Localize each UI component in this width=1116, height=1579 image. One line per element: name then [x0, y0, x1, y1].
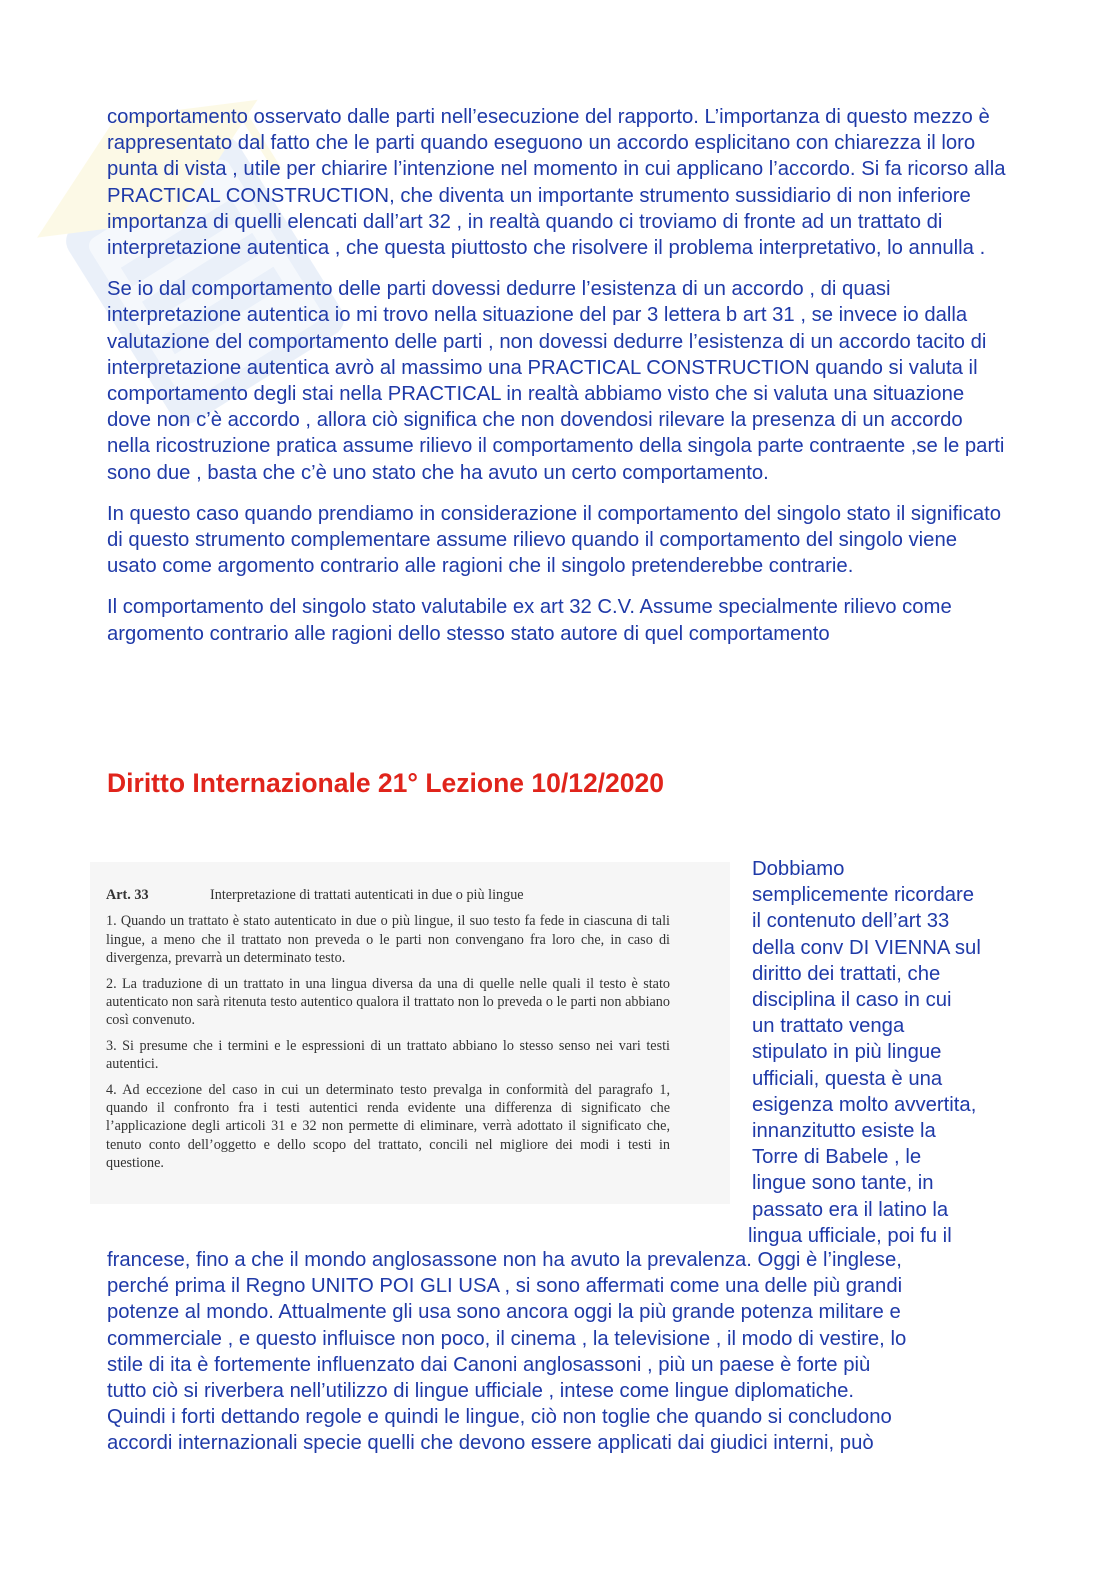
intro-text	[107, 104, 1007, 662]
article-paragraph: 3. Si presume che i termini e le espressioni di un trattato abbiano lo stesso senso nei vari testi autentici.	[106, 1037, 670, 1073]
paragraph: Se io dal comportamento delle parti dovessi dedurre l’esistenza di un accordo , di quasi interpretazione autentica io mi trovo nella situazione del par 3 lettera b art 31 , se invece io dalla valutazione del comportamento delle parti , non dovessi dedurre l’esistenza di un accordo tacito di interpretazione autentica avrò al massimo una PRACTICAL CONSTRUCTION quando si valuta il comportamento degli stai nella PRACTICAL in realtà abbiamo visto che si valuta una situazione dove non c’è accordo , allora ciò significa che non dovendosi rilevare la presenza di un accordo nella ricostruzione pratica assume rilievo il comportamento della singola parte contraente ,se le parti sono due , basta che c’è uno stato che ha avuto un certo comportamento.	[107, 278, 1005, 484]
article-header	[106, 886, 670, 904]
paragraph: In questo caso quando prendiamo in considerazione il comportamento del singolo stato il significato di questo strumento complementare assume rilievo quando il comportamento del singolo viene usato come argomento contrario alle ragioni che il singolo pretenderebbe contrarie.	[107, 502, 1002, 578]
text-line: stipulato in più lingue	[752, 1041, 942, 1064]
text-line: ufficiali, questa è una	[752, 1067, 943, 1090]
text-line: commerciale , e questo influisce non poco, il cinema , la televisione , il modo di vestire, lo	[107, 1327, 907, 1350]
text-line: Dobbiamo	[752, 858, 845, 880]
text-line: Torre di Babele , le	[752, 1146, 922, 1169]
text-line: stile di ita è fortemente influenzato dai Canoni anglosassoni , più un paese è forte più	[107, 1353, 871, 1376]
text-line: innanzitutto esiste la	[752, 1120, 936, 1143]
text-line: lingue sono tante, in	[752, 1172, 934, 1195]
text-line: della conv DI VIENNA sul	[752, 936, 981, 959]
text-line: potenze al mondo. Attualmente gli usa sono ancora oggi la più grande potenza militare e	[107, 1301, 901, 1324]
text-line: il contenuto dell’art 33	[752, 910, 950, 933]
text-line: Quindi i forti dettando regole e quindi le lingue, ciò non toglie che quando si concludono	[107, 1406, 892, 1429]
continuation-text	[107, 1247, 1012, 1457]
lesson-heading: Diritto Internazionale 21° Lezione 10/12/2020	[107, 768, 664, 798]
text-line: semplicemente ricordare	[752, 884, 975, 907]
article-number: Art. 33	[106, 887, 149, 903]
text-line: un trattato venga	[752, 1015, 905, 1038]
article-33-excerpt	[90, 862, 730, 1204]
article-paragraph: 4. Ad eccezione del caso in cui un determinato testo prevalga in conformità del paragrafo 1, quando il confronto fra i testi autentici renda evidente una differenza di significato che l’applicazione degli articoli 31 e 32 non permette di eliminare, verrà adottato il significato che, tenuto conto dell’oggetto e dello scopo del trattato, concili nel migliore dei modi i testi in questione.	[106, 1081, 670, 1172]
text-line: disciplina il caso in cui	[752, 989, 952, 1012]
paragraph: Il comportamento del singolo stato valutabile ex art 32 C.V. Assume specialmente rilievo come argomento contrario alle ragioni dello stesso stato autore di quel comportamento	[107, 596, 952, 645]
text-line: accordi internazionali specie quelli che devono essere applicati dai giudici interni, può	[107, 1432, 874, 1455]
text-line: francese, fino a che il mondo anglosassone non ha avuto la prevalenza. Oggi è l’inglese,	[107, 1249, 902, 1271]
article-paragraph: 2. La traduzione di un trattato in una lingua diversa da una di quelle nelle quali il testo è stato autenticato non sarà ritenuta testo autentico qualora il trattato non lo preveda o le parti non abbiano così convenuto.	[106, 975, 670, 1029]
article-title: Interpretazione di trattati autenticati in due o più lingue	[210, 887, 524, 903]
text-line: lingua ufficiale, poi fu il	[748, 1224, 952, 1247]
text-line: tutto ciò si riverbera nell’utilizzo di lingue ufficiale , intese come lingue diplomatiche.	[107, 1380, 855, 1403]
text-line: perché prima il Regno UNITO POI GLI USA , si sono affermati come una delle più grandi	[107, 1275, 903, 1298]
text-line: diritto dei trattati, che	[752, 962, 941, 985]
side-column-text	[748, 856, 1014, 1249]
text-line: passato era il latino la	[752, 1198, 949, 1221]
article-paragraph: 1. Quando un trattato è stato autenticato in due o più lingue, il suo testo fa fede in ciascuna di tali lingue, a meno che il trattato non preveda o le parti non convengano fra loro che, in caso di divergenza, prevarrà un determinato testo.	[106, 913, 670, 967]
paragraph: comportamento osservato dalle parti nell’esecuzione del rapporto. L’importanza di questo mezzo è rappresentato dal fatto che le parti quando eseguono un accordo esplicitano con chiarezza il loro punta di vista , utile per chiarire l’intenzione nel momento in cui applicano l’accordo. Si fa ricorso alla PRACTICAL CONSTRUCTION, che diventa un importante strumento sussidiario di non inferiore importanza di quelli elencati dall’art 32 , in realtà quando ci troviamo di fronte ad un trattato di interpretazione autentica , che questa piuttosto che risolvere il problema interpretativo, lo annulla .	[107, 106, 1006, 260]
text-line: esigenza molto avvertita,	[752, 1093, 977, 1116]
